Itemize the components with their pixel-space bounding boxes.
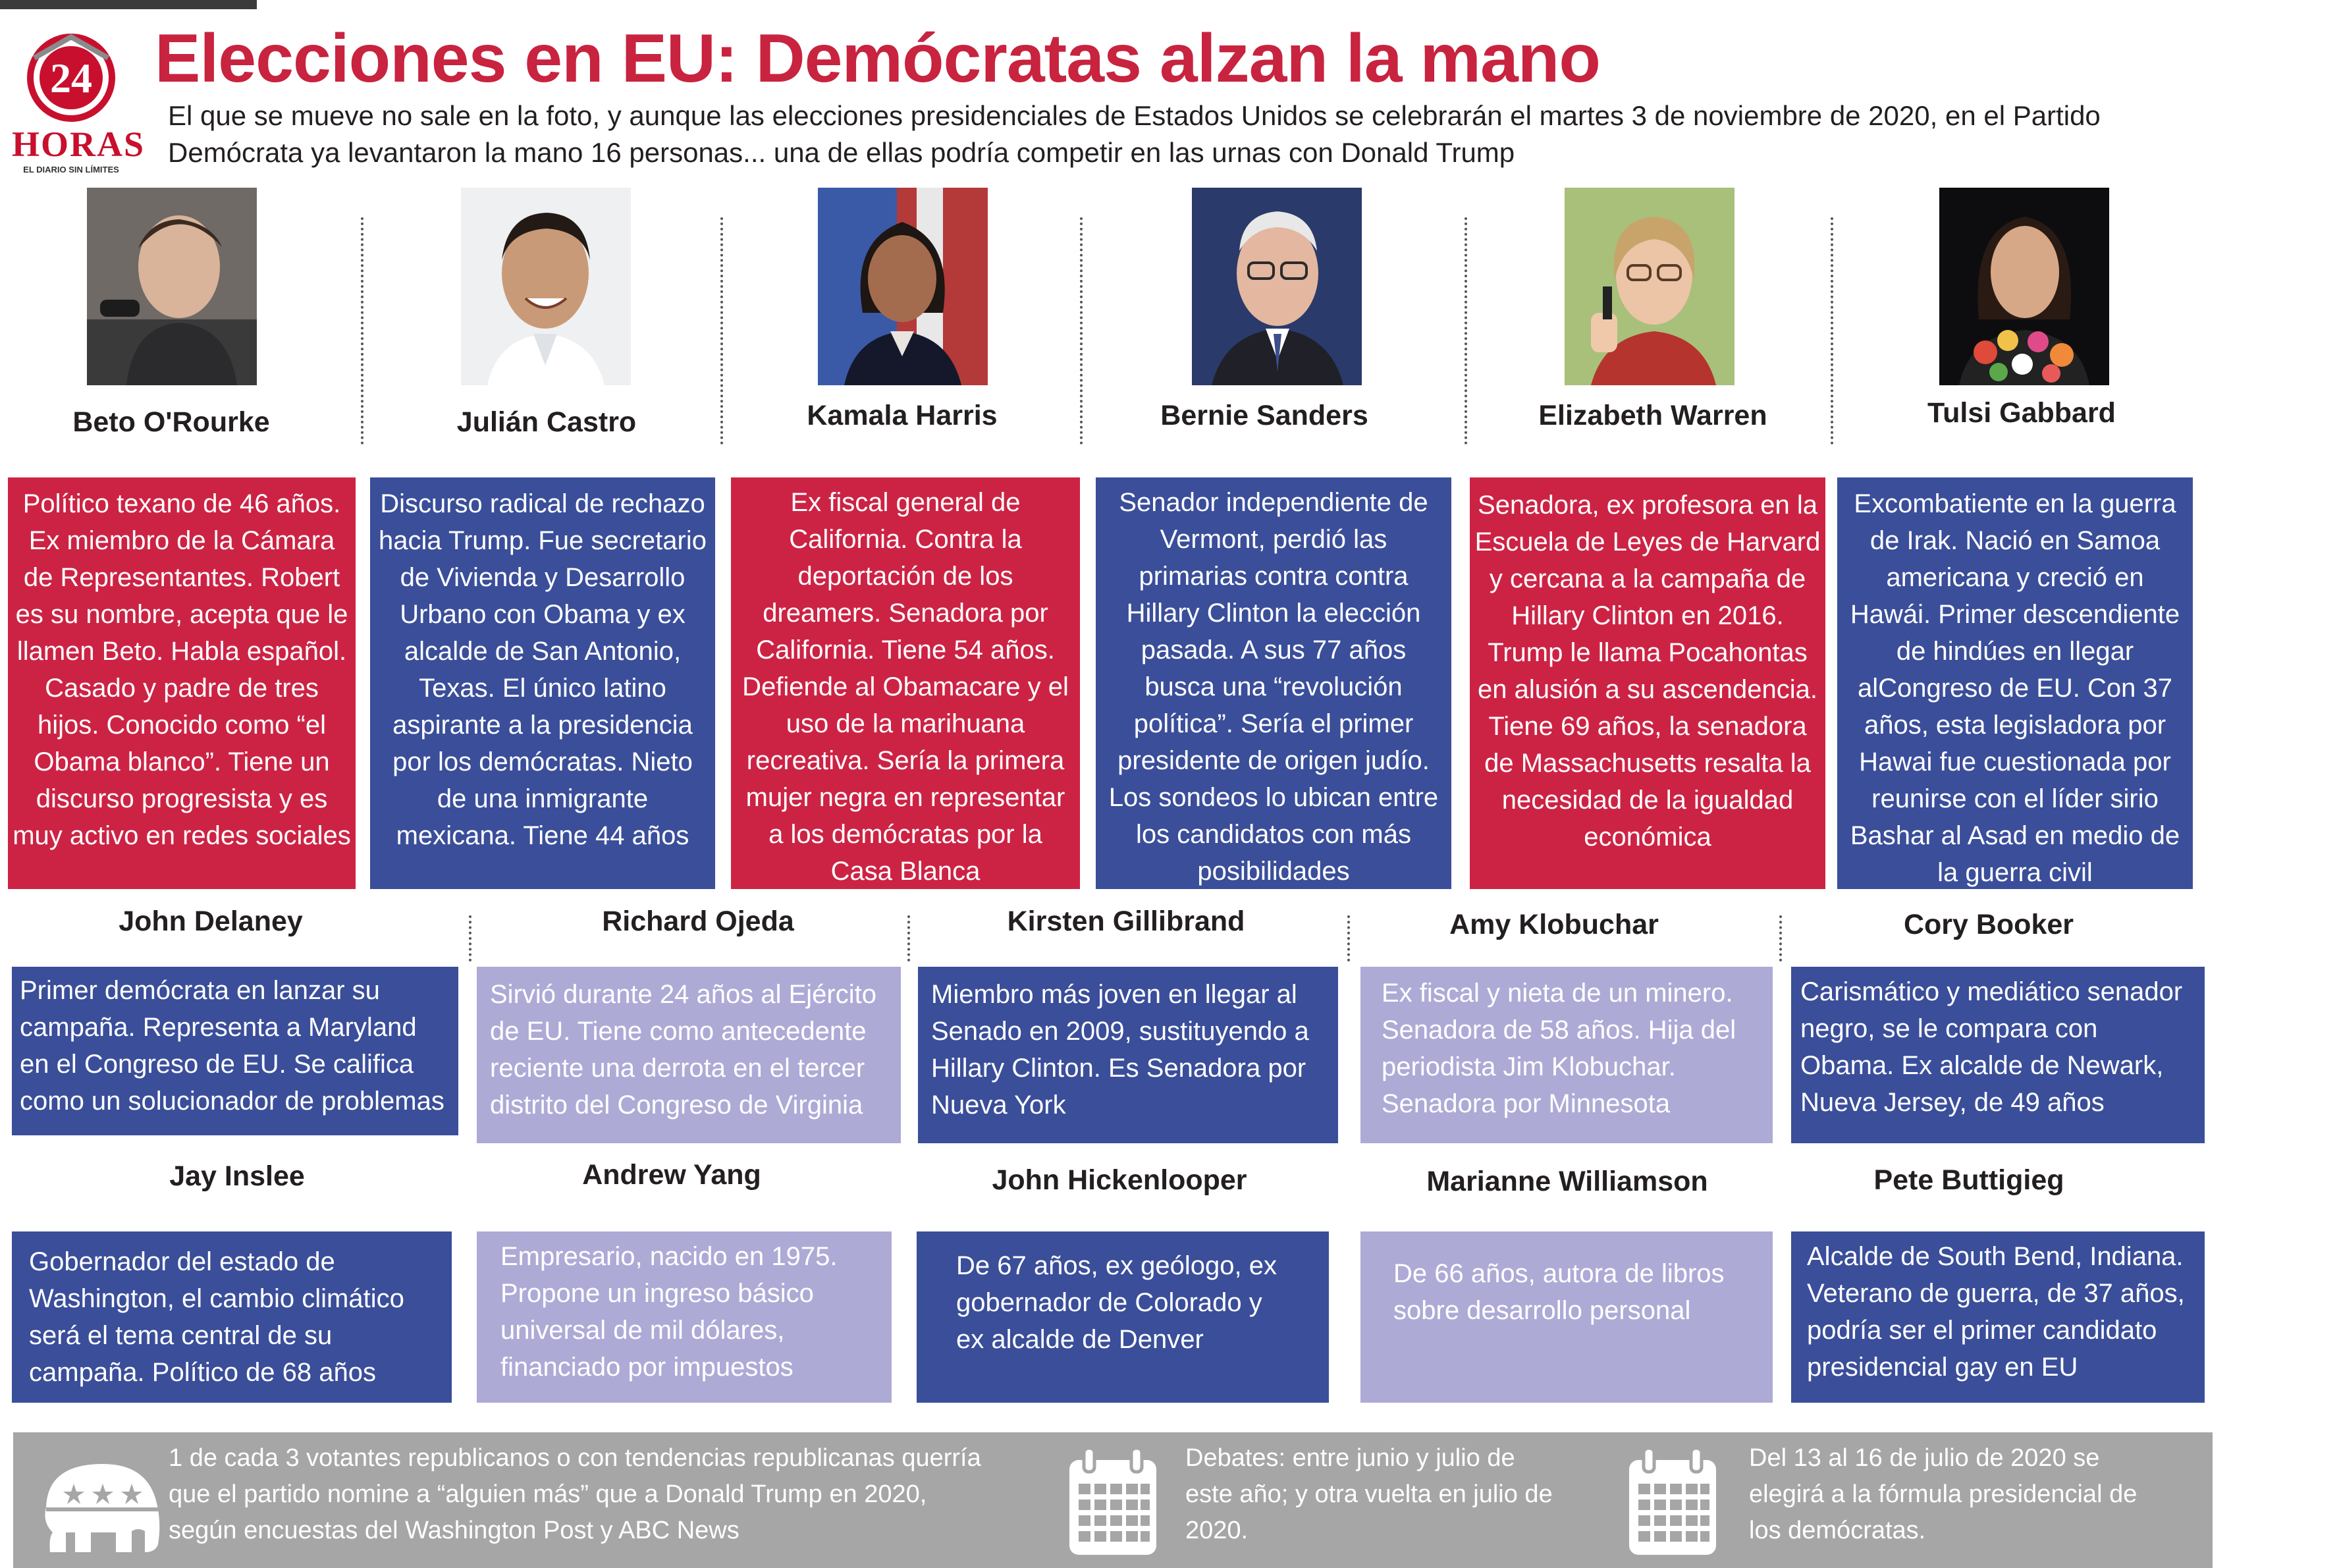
candidate-name: Cory Booker (1903, 909, 2074, 940)
candidate-bio: Sirvió durante 24 años al Ejército de EU. Tiene como antecedente reciente una derrota en el tercer distrito del Congreso de Virginia (477, 967, 901, 1143)
candidate-name: Marianne Williamson (1426, 1166, 1708, 1197)
candidate-bio: Discurso radical de rechazo hacia Trump. Fue secretario de Vivienda y Desarrollo Urbano con Obama y ex alcalde de San Antonio, Texas. El único latino aspirante a la presidencia por los demócratas. Nieto de una inmigrante mexicana. Tiene 44 años (370, 477, 715, 889)
candidate-photo (1565, 188, 1734, 385)
candidate-bio: Alcalde de South Bend, Indiana. Veterano de guerra, de 37 años, podría ser el primer candidato presidencial gay en EU (1791, 1231, 2205, 1403)
candidate-bio: Miembro más joven en llegar al Senado en 2009, sustituyendo a Hillary Clinton. Es Senadora por Nueva York (918, 967, 1338, 1143)
candidate-photo (818, 188, 988, 385)
elephant-icon (40, 1459, 165, 1557)
candidate-photo (87, 188, 257, 385)
column-divider (1080, 217, 1083, 445)
candidate-name: Richard Ojeda (602, 906, 794, 937)
candidate-bio: Carismático y mediático senador negro, se le compara con Obama. Ex alcalde de Newark, Nueva Jersey, de 49 años (1791, 967, 2205, 1143)
candidate-name: Bernie Sanders (1160, 400, 1368, 431)
candidate-name: Julián Castro (456, 406, 637, 438)
column-divider (720, 217, 723, 445)
column-divider (1831, 217, 1833, 445)
calendar-icon (1067, 1446, 1159, 1557)
footer-poll-text: 1 de cada 3 votantes republicanos o con tendencias republicanas querría que el partido nomine a “alguien más” que a Donald Trump en 2020, según encuestas del Washington Post y ABC News (169, 1444, 981, 1544)
candidate-bio: Senadora, ex profesora en la Escuela de Leyes de Harvard y cercana a la campaña de Hillary Clinton en 2016. Trump le llama Pocahontas en alusión a su ascendencia. Tiene 69 años, la senadora de Massachusetts resalta la necesidad de la igualdad económica (1470, 477, 1825, 889)
candidate-name: Beto O'Rourke (72, 406, 270, 438)
candidate-name: Jay Inslee (169, 1160, 305, 1192)
candidate-name: Kamala Harris (807, 400, 998, 431)
top-bar (0, 0, 257, 9)
candidate-photo (1939, 188, 2109, 385)
candidate-name: Tulsi Gabbard (1927, 397, 2116, 429)
column-divider (907, 915, 910, 961)
footer-formula-text: Del 13 al 16 de julio de 2020 se elegirá a la fórmula presidencial de los demócratas. (1749, 1444, 2137, 1544)
candidate-bio: De 67 años, ex geólogo, ex gobernador de Colorado y ex alcalde de Denver (917, 1231, 1329, 1403)
logo-name: HORAS (12, 124, 146, 164)
candidate-bio: Empresario, nacido en 1975. Propone un ingreso básico universal de mil dólares, financiado por impuestos (477, 1231, 892, 1403)
candidate-name: John Delaney (119, 906, 303, 937)
svg-text:24: 24 (50, 55, 92, 101)
candidate-bio: Gobernador del estado de Washington, el cambio climático será el tema central de su campaña. Político de 68 años (12, 1231, 452, 1403)
candidate-photo (461, 188, 631, 385)
candidate-photo (1192, 188, 1362, 385)
candidate-name: Amy Klobuchar (1449, 909, 1659, 940)
candidate-name: Pete Buttigieg (1873, 1164, 2064, 1196)
column-divider (361, 217, 363, 445)
footer-debates-text: Debates: entre junio y julio de este año; y otra vuelta en julio de 2020. (1185, 1444, 1553, 1544)
logo (12, 25, 146, 176)
candidate-bio: De 66 años, autora de libros sobre desarrollo personal (1360, 1231, 1773, 1403)
candidate-bio: Primer demócrata en lanzar su campaña. Representa a Maryland en el Congreso de EU. Se califica como un solucionador de problemas (12, 967, 458, 1135)
candidate-bio: Excombatiente en la guerra de Irak. Nació en Samoa americana y creció en Hawái. Primer descendiente de hindúes en llegar alCongreso de EU. Con 37 años, esta legisladora por Hawai fue cuestionada por reunirse con el líder sirio Bashar al Asad en medio de la guerra civil (1837, 477, 2193, 889)
candidate-name: John Hickenlooper (992, 1164, 1247, 1196)
column-divider (1347, 915, 1350, 961)
footer-band (13, 1432, 2213, 1568)
page-title: Elecciones en EU: Demócratas alzan la mano (155, 20, 1600, 97)
candidate-bio: Ex fiscal general de California. Contra la deportación de los dreamers. Senadora por California. Tiene 54 años. Defiende al Obamacare y el uso de la marihuana recreativa. Sería la primera mujer negra en representar a los demócratas por la Casa Blanca (731, 477, 1080, 889)
candidate-name: Kirsten Gillibrand (1007, 906, 1245, 937)
column-divider (1779, 915, 1782, 961)
column-divider (1465, 217, 1467, 445)
page-subtitle: El que se mueve no sale en la foto, y aunque las elecciones presidenciales de Estados Unidos se celebrarán el martes 3 de noviembre de 2020, en el Partido Demócrata ya levantaron la mano 16 personas... una de ellas podría competir en las urnas con Donald Trump (168, 100, 2101, 168)
logo-tagline: EL DIARIO SIN LÍMITES (23, 165, 119, 175)
column-divider (469, 915, 471, 961)
candidate-bio: Senador independiente de Vermont, perdió las primarias contra contra Hillary Clinton la elección pasada. A sus 77 años busca una “revolución política”. Sería el primer presidente de origen judío. Los sondeos lo ubican entre los candidatos con más posibilidades (1096, 477, 1451, 889)
candidate-name: Elizabeth Warren (1538, 400, 1767, 431)
logo-badge-icon (25, 32, 117, 124)
candidate-name: Andrew Yang (582, 1159, 761, 1191)
candidate-bio: Político texano de 46 años. Ex miembro de la Cámara de Representantes. Robert es su nombre, acepta que le llamen Beto. Habla español. Casado y padre de tres hijos. Conocido como “el Obama blanco”. Tiene un discurso progresista y es muy activo en redes sociales (8, 477, 356, 889)
candidate-bio: Ex fiscal y nieta de un minero. Senadora de 58 años. Hija del periodista Jim Klobuchar. Senadora por Minnesota (1360, 967, 1773, 1143)
calendar-icon (1627, 1446, 1719, 1557)
